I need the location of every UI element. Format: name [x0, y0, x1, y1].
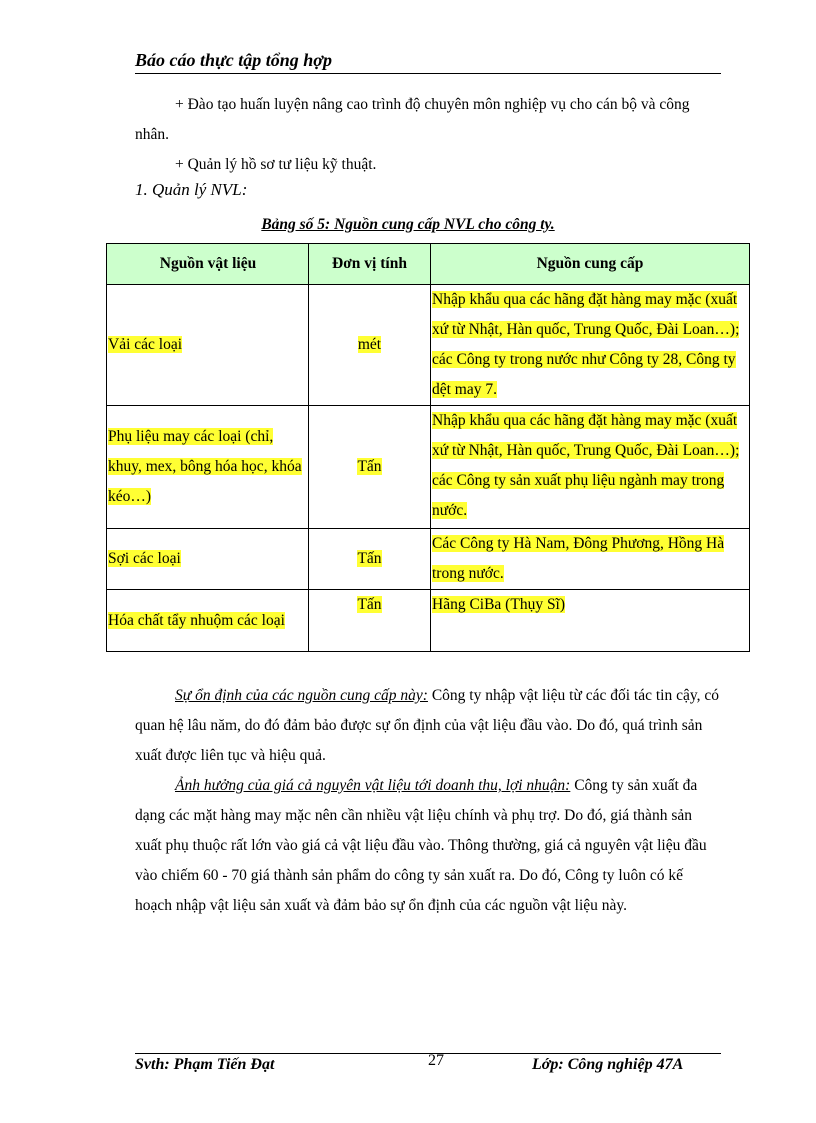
- paragraph-stability-label: Sự ổn định của các nguồn cung cấp này:: [175, 687, 428, 704]
- cell-source: Các Công ty Hà Nam, Đông Phương, Hồng Hà trong nước.: [432, 535, 725, 582]
- footer-student: Svth: Phạm Tiến Đạt: [135, 1056, 275, 1073]
- cell-material: Phụ liệu may các loại (chỉ, khuy, mex, bông hóa học, khóa kéo…): [108, 428, 302, 505]
- cell-material: Vải các loại: [108, 336, 183, 353]
- page-number: 27: [428, 1052, 444, 1069]
- cell-source: Hãng CiBa (Thụy Sĩ): [432, 596, 566, 613]
- cell-material: Sợi các loại: [108, 550, 181, 567]
- header-unit: Đơn vị tính: [309, 244, 431, 285]
- cell-source: Nhập khẩu qua các hãng đặt hàng may mặc (xuất xứ từ Nhật, Hàn quốc, Trung Quốc, Đài Loan…); các Công ty sản xuất phụ liệu ngành may trong nước.: [432, 412, 740, 519]
- paragraph-stability: [135, 681, 721, 771]
- table-row: [107, 529, 750, 590]
- cell-source: Nhập khẩu qua các hãng đặt hàng may mặc (xuất xứ từ Nhật, Hàn quốc, Trung Quốc, Đài Loan…); các Công ty trong nước như Công ty 28, Công ty dệt may 7.: [432, 291, 740, 398]
- cell-unit: Tấn: [357, 550, 382, 567]
- table-row: [107, 590, 750, 652]
- paragraph-price-impact-text: Công ty sản xuất đa dạng các mặt hàng may mặc nên cần nhiều vật liệu chính và phụ trợ. Do đó, giá thành sản xuất phụ thuộc rất lớn vào giá cả vật liệu đầu vào. Thông thường, giá cả nguyên vật liệu đầu vào chiếm 60 - 70 giá thành sản phẩm do công ty sản xuất ra. Do đó, Công ty luôn có kế hoạch nhập vật liệu sản xuất và đảm bảo sự ổn định của các nguồn vật liệu này.: [135, 777, 707, 914]
- cell-unit: Tấn: [357, 596, 382, 613]
- supply-table: [106, 243, 750, 652]
- footer-class: Lớp: Công nghiệp 47A: [532, 1056, 684, 1073]
- intro-item-records: + Quản lý hồ sơ tư liệu kỹ thuật.: [175, 156, 377, 173]
- table-header-row: [107, 244, 750, 285]
- intro-item-training: + Đào tạo huấn luyện nâng cao trình độ chuyên môn nghiệp vụ cho cán bộ và công nhân.: [135, 96, 690, 143]
- table-row: [107, 406, 750, 529]
- header-material: Nguồn vật liệu: [107, 244, 309, 285]
- paragraph-price-impact: [135, 771, 721, 921]
- cell-unit: Tấn: [357, 458, 382, 475]
- page-header: Báo cáo thực tập tổng hợp: [135, 50, 721, 74]
- cell-unit: mét: [357, 336, 382, 353]
- cell-material: Hóa chất tẩy nhuộm các loại: [108, 611, 285, 629]
- table-caption: Bảng số 5: Nguồn cung cấp NVL cho công ty.: [261, 216, 555, 233]
- section-title: 1. Quản lý NVL:: [135, 180, 248, 199]
- paragraph-price-impact-label: Ảnh hưởng của giá cả nguyên vật liệu tới doanh thu, lợi nhuận:: [175, 777, 571, 794]
- header-source: Nguồn cung cấp: [431, 244, 750, 285]
- table-row: [107, 285, 750, 406]
- paragraph-stability-text: Công ty nhập vật liệu từ các đối tác tin cậy, có quan hệ lâu năm, do đó đảm bảo được sự ổn định của vật liệu đầu vào. Do đó, quá trình sản xuất được liên tục và hiệu quả.: [135, 687, 719, 764]
